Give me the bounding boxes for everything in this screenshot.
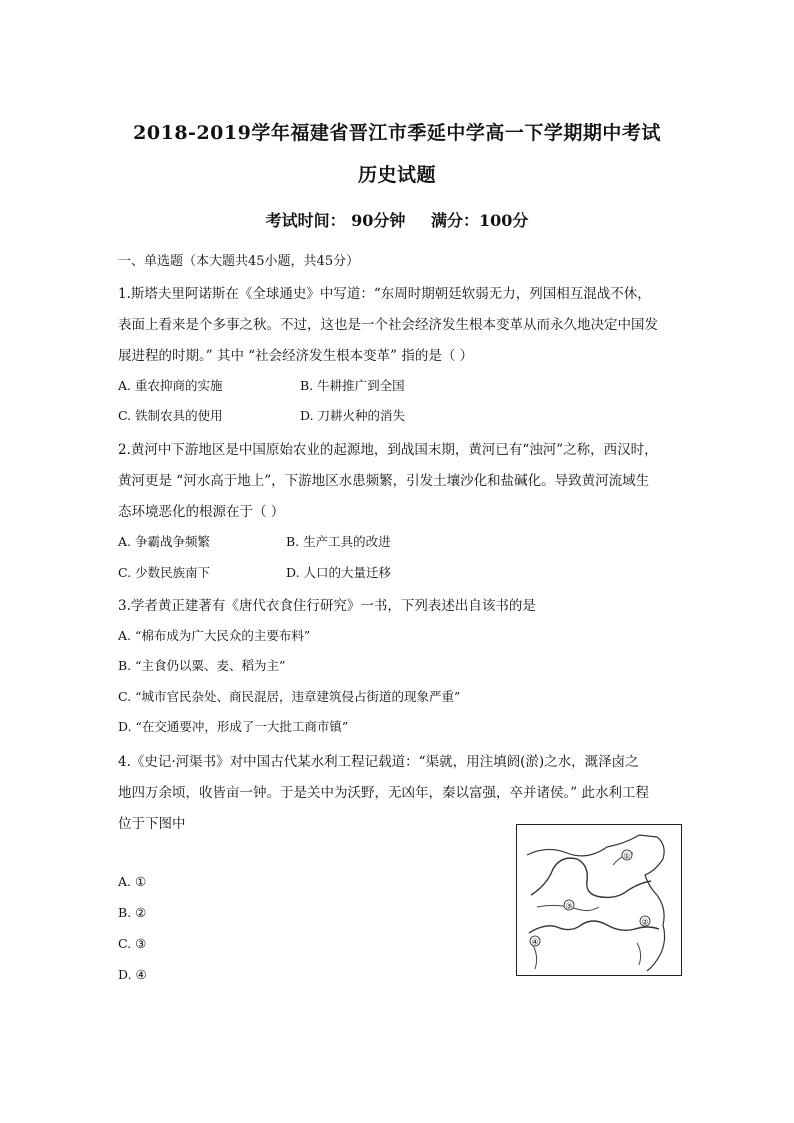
china-river-map bbox=[516, 824, 682, 976]
exam-meta bbox=[0, 208, 794, 231]
exam-subtitle: 历史试题 bbox=[357, 164, 436, 186]
question-line: 黄河更是 “河水高于地上”，下游地区水患频繁，引发土壤沙化和盐碱化。导致黄河流域生 bbox=[118, 473, 650, 489]
answer-option[interactable]: C. ③ bbox=[118, 936, 147, 951]
map-marker-label: ② bbox=[641, 917, 649, 927]
map-marker-label: ④ bbox=[531, 937, 539, 947]
answer-option[interactable]: D. “在交通要冲，形成了一大批工商市镇” bbox=[118, 719, 349, 734]
map-marker-label: ③ bbox=[565, 901, 573, 911]
answer-option[interactable]: A. ① bbox=[118, 874, 147, 889]
answer-option[interactable]: C. “城市官民杂处、商民混居，违章建筑侵占街道的现象严重” bbox=[118, 689, 461, 704]
map-drawing bbox=[517, 825, 681, 975]
question-line: 2.黄河中下游地区是中国原始农业的起源地，到战国末期，黄河已有“浊河”之称，西汉时， bbox=[118, 442, 658, 458]
answer-option[interactable]: D. 刀耕火种的消失 bbox=[300, 408, 406, 423]
answer-option[interactable]: B. 牛耕推广到全国 bbox=[300, 378, 405, 393]
question-line: 3.学者黄正建著有《唐代衣食住行研究》一书，下列表述出自该书的是 bbox=[118, 598, 536, 614]
answer-option[interactable]: C. 铁制农具的使用 bbox=[118, 408, 223, 423]
question-line: 展进程的时期。” 其中 “社会经济发生根本变革” 指的是（ ） bbox=[118, 348, 474, 364]
map-marker-label: ① bbox=[623, 851, 631, 861]
answer-option[interactable]: A. “棉布成为广大民众的主要布料” bbox=[118, 628, 311, 643]
answer-option[interactable]: D. ④ bbox=[118, 967, 147, 982]
coastline bbox=[527, 835, 665, 971]
answer-option[interactable]: C. 少数民族南下 bbox=[118, 565, 211, 580]
question-line: 4.《史记·河渠书》对中国古代某水利工程记载道：“渠就，用注填阏(淤)之水，溉泽卤之 bbox=[118, 754, 639, 770]
yangtze-river bbox=[529, 921, 659, 933]
yellow-river bbox=[531, 858, 651, 897]
question-line: 1.斯塔夫里阿诺斯在《全球通史》中写道：“东周时期朝廷软弱无力，列国相互混战不休， bbox=[118, 286, 651, 302]
answer-option[interactable]: B. ② bbox=[118, 905, 147, 920]
question-line: 位于下图中 bbox=[118, 816, 186, 832]
full-score: 满分：100分 bbox=[431, 211, 529, 230]
answer-option[interactable]: B. 生产工具的改进 bbox=[286, 534, 391, 549]
question-line: 态环境恶化的根源在于（ ） bbox=[118, 504, 285, 520]
answer-option[interactable]: B. “主食仍以粟、麦、稻为主” bbox=[118, 658, 286, 673]
section-heading: 一、单选题（本大题共45小题，共45分） bbox=[118, 254, 360, 269]
answer-option[interactable]: A. 争霸战争频繁 bbox=[118, 534, 210, 549]
exam-title: 2018-2019学年福建省晋江市季延中学高一下学期期中考试 bbox=[133, 122, 661, 144]
exam-time: 考试时间： 90分钟 bbox=[265, 211, 406, 230]
tributary bbox=[533, 945, 537, 969]
tributary bbox=[637, 943, 641, 965]
answer-option[interactable]: A. 重农抑商的实施 bbox=[118, 378, 223, 393]
answer-option[interactable]: D. 人口的大量迁移 bbox=[286, 565, 392, 580]
question-line: 表面上看来是个多事之秋。不过，这也是一个社会经济发生根本变革从而永久地决定中国发 bbox=[118, 317, 658, 333]
question-line: 地四万余顷，收皆亩一钟。于是关中为沃野，无凶年，秦以富强，卒并诸侯。” 此水利工程 bbox=[118, 785, 649, 801]
